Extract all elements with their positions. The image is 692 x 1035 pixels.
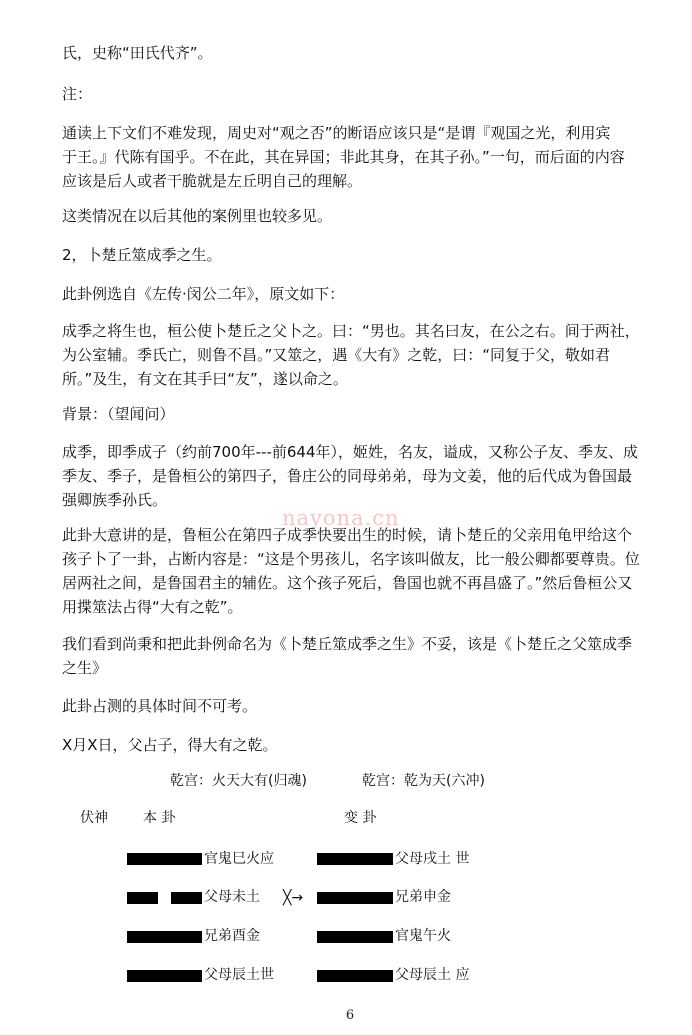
paragraph-line: 强卿族季孙氏。 <box>62 491 168 509</box>
change-arrow: ╳→ <box>283 890 304 906</box>
ben-gua-header: 乾宫：火天大有(归魂) <box>170 773 307 789</box>
bian-yao-line-3 <box>317 931 393 943</box>
watermark: nayona.cn <box>282 506 400 530</box>
page-number: 6 <box>345 1008 355 1023</box>
ben-gua-column-label: 本 卦 <box>143 810 176 826</box>
bian-yao-label-4: 父母辰土 应 <box>395 967 470 983</box>
text-line: 此卦占测的具体时间不可考。 <box>62 697 258 715</box>
ben-yao-label-1: 官鬼巳火应 <box>204 851 274 867</box>
bian-yao-line-2 <box>317 892 393 904</box>
note-heading: 注： <box>62 85 93 103</box>
text-line: 这类情况在以后其他的案例里也较多见。 <box>62 207 333 225</box>
paragraph-background <box>62 440 662 512</box>
paragraph-line: 通读上下文们不难发现，周史对“观之否”的断语应该只是“是谓『观国之光，利用宾 <box>62 124 611 142</box>
ben-yao-label-4: 父母辰土世 <box>204 967 274 983</box>
paragraph-line: 所。”及生，有文在其手曰“友”，遂以命之。 <box>62 370 348 388</box>
paragraph-meaning <box>62 523 662 619</box>
ben-yao-line-2 <box>127 892 202 904</box>
text-line: 此卦例选自《左传·闵公二年》，原文如下： <box>62 285 345 303</box>
paragraph-line: 成季之将生也，桓公使卜楚丘之父卜之。曰：“男也。其名曰友，在公之右。间于两社， <box>62 322 640 340</box>
bian-yao-label-1: 父母戌土 世 <box>395 851 470 867</box>
bian-gua-column-label: 变 卦 <box>344 810 377 826</box>
paragraph-line: 孩子卜了一卦，占断内容是：“这是个男孩儿，名字该叫做友，比一般公卿都要尊贵。位 <box>62 550 640 568</box>
paragraph-naming <box>62 632 662 680</box>
paragraph-line: 此卦大意讲的是，鲁桓公在第四子成季快要出生的时候，请卜楚丘的父亲用龟甲给这个 <box>62 526 633 544</box>
text-line: 氏，史称“田氏代齐”。 <box>62 44 213 62</box>
paragraph-line: 居两社之间，是鲁国君主的辅佐。这个孩子死后，鲁国也就不再昌盛了。”然后鲁桓公又 <box>62 574 633 592</box>
background-heading: 背景：（望闻问） <box>62 405 175 423</box>
paragraph-line: 季友、季子，是鲁桓公的第四子，鲁庄公的同母弟弟，母为文姜，他的后代成为鲁国最 <box>62 467 633 485</box>
ben-yao-line-3 <box>127 931 202 943</box>
paragraph-line: 之生》 <box>62 659 108 677</box>
fushen-column-label: 伏神 <box>80 810 108 826</box>
ben-yao-label-2: 父母未土 <box>204 889 260 905</box>
paragraph-line: 于王。』代陈有国乎。不在此，其在异国；非此其身，在其子孙。”一句，而后面的内容 <box>62 148 625 166</box>
paragraph-line: 我们看到尚秉和把此卦例命名为《卜楚丘筮成季之生》不妥，该是《卜楚丘之父筮成季 <box>62 635 633 653</box>
bian-yao-label-2: 兄弟申金 <box>395 889 451 905</box>
bian-yao-line-1 <box>317 853 393 865</box>
paragraph-line: 成季，即季成子（约前700年---前644年），姬姓，名友，谥成，又称公子友、季友、成 <box>62 443 639 461</box>
bian-yao-label-3: 官鬼午火 <box>395 928 451 944</box>
moving-line-marker <box>283 887 321 907</box>
paragraph-note <box>62 121 662 193</box>
bian-gua-header: 乾宫：乾为天(六冲) <box>362 773 485 789</box>
paragraph-original-text <box>62 319 662 391</box>
bian-yao-line-4 <box>317 970 393 982</box>
ben-yao-line-1 <box>127 853 202 865</box>
ben-yao-line-4 <box>127 970 202 982</box>
paragraph-line: 用揲筮法占得“大有之乾”。 <box>62 598 243 616</box>
section-heading: 2，卜楚丘筮成季之生。 <box>62 246 222 264</box>
divination-date-line: X月X日，父占子，得大有之乾。 <box>62 736 278 754</box>
ben-yao-label-3: 兄弟酉金 <box>204 928 260 944</box>
paragraph-line: 为公室辅。季氏亡，则鲁不昌。”又筮之，遇《大有》之乾，曰：“同复于父，敬如君 <box>62 346 611 364</box>
paragraph-line: 应该是后人或者干脆就是左丘明自己的理解。 <box>62 172 363 190</box>
